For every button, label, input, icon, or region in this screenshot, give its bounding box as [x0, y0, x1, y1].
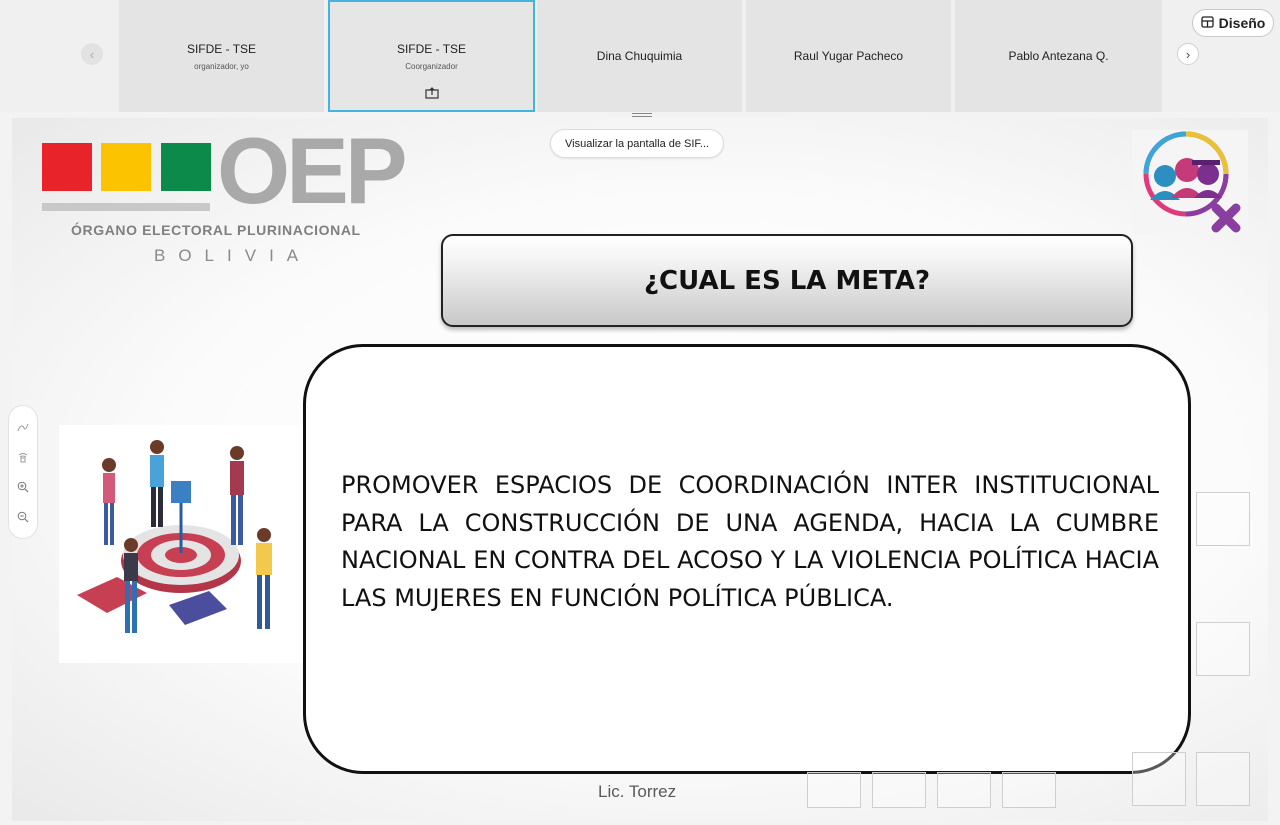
- slide-title-box: [441, 234, 1133, 327]
- background-box: [1002, 772, 1056, 808]
- background-box: [807, 772, 861, 808]
- participant-name: Raul Yugar Pacheco: [793, 49, 904, 63]
- oep-logo-text: OEP: [217, 118, 404, 223]
- next-page-button[interactable]: [1177, 43, 1199, 65]
- shared-screen: [12, 118, 1268, 821]
- chevron-left-icon: ‹: [89, 46, 95, 62]
- screen-share-icon: [425, 86, 439, 104]
- slide-body-box: [303, 344, 1191, 774]
- participant-tile[interactable]: [955, 0, 1162, 112]
- layout-icon: [1201, 15, 1214, 31]
- slide: [12, 118, 1268, 821]
- annotate-button[interactable]: [15, 419, 31, 435]
- view-screen-button[interactable]: Visualizar la pantalla de SIF...: [550, 129, 724, 158]
- background-box: [1196, 752, 1250, 806]
- previous-page-button[interactable]: [81, 43, 103, 65]
- participant-name: SIFDE - TSE: [396, 41, 467, 56]
- participant-role: Coorganizador: [405, 61, 458, 71]
- participant-role: organizador, yo: [194, 61, 249, 71]
- participant-tile[interactable]: [119, 0, 324, 112]
- zoom-in-button[interactable]: [15, 479, 31, 495]
- layout-button-label: Diseño: [1218, 15, 1266, 31]
- zoom-out-button[interactable]: [15, 509, 31, 525]
- remote-control-button[interactable]: [15, 449, 31, 465]
- slide-body-text: PROMOVER ESPACIOS DE COORDINACIÓN INTER INSTITUCIONAL PARA LA CONSTRUCCIÓN DE UNA AGENDA, HACIA LA CUMBRE NACIONAL EN CONTRA DEL ACOSO Y LA VIOLENCIA POLÍTICA HACIA LAS MUJERES EN FUNCIÓN POLÍTICA PÚBLICA.: [341, 471, 1159, 613]
- slide-title: ¿CUAL ES LA META?: [643, 265, 931, 296]
- country-name: BOLIVIA: [154, 246, 312, 265]
- background-box: [937, 772, 991, 808]
- women-emblem-logo: [1132, 130, 1248, 234]
- background-box: [872, 772, 926, 808]
- background-box: [1196, 622, 1250, 676]
- participant-name: SIFDE - TSE: [186, 41, 257, 56]
- resize-handle[interactable]: [632, 113, 652, 117]
- teamwork-target-illustration: [59, 425, 304, 663]
- zoom-toolbar: [8, 405, 38, 539]
- participant-tile-active[interactable]: [328, 0, 535, 112]
- participant-name: Dina Chuquimia: [596, 49, 683, 63]
- participant-strip: [0, 0, 1280, 112]
- background-box: [1132, 752, 1186, 806]
- chevron-right-icon: ›: [1185, 46, 1191, 62]
- layout-button[interactable]: [1192, 9, 1274, 37]
- participant-tile[interactable]: [746, 0, 951, 112]
- slide-signature: Lic. Torrez: [598, 782, 677, 801]
- organization-name: ÓRGANO ELECTORAL PLURINACIONAL: [71, 222, 361, 238]
- background-box: [1196, 492, 1250, 546]
- logo-bar: [42, 203, 210, 211]
- participant-name: Pablo Antezana Q.: [1008, 49, 1109, 63]
- participant-tile[interactable]: [537, 0, 742, 112]
